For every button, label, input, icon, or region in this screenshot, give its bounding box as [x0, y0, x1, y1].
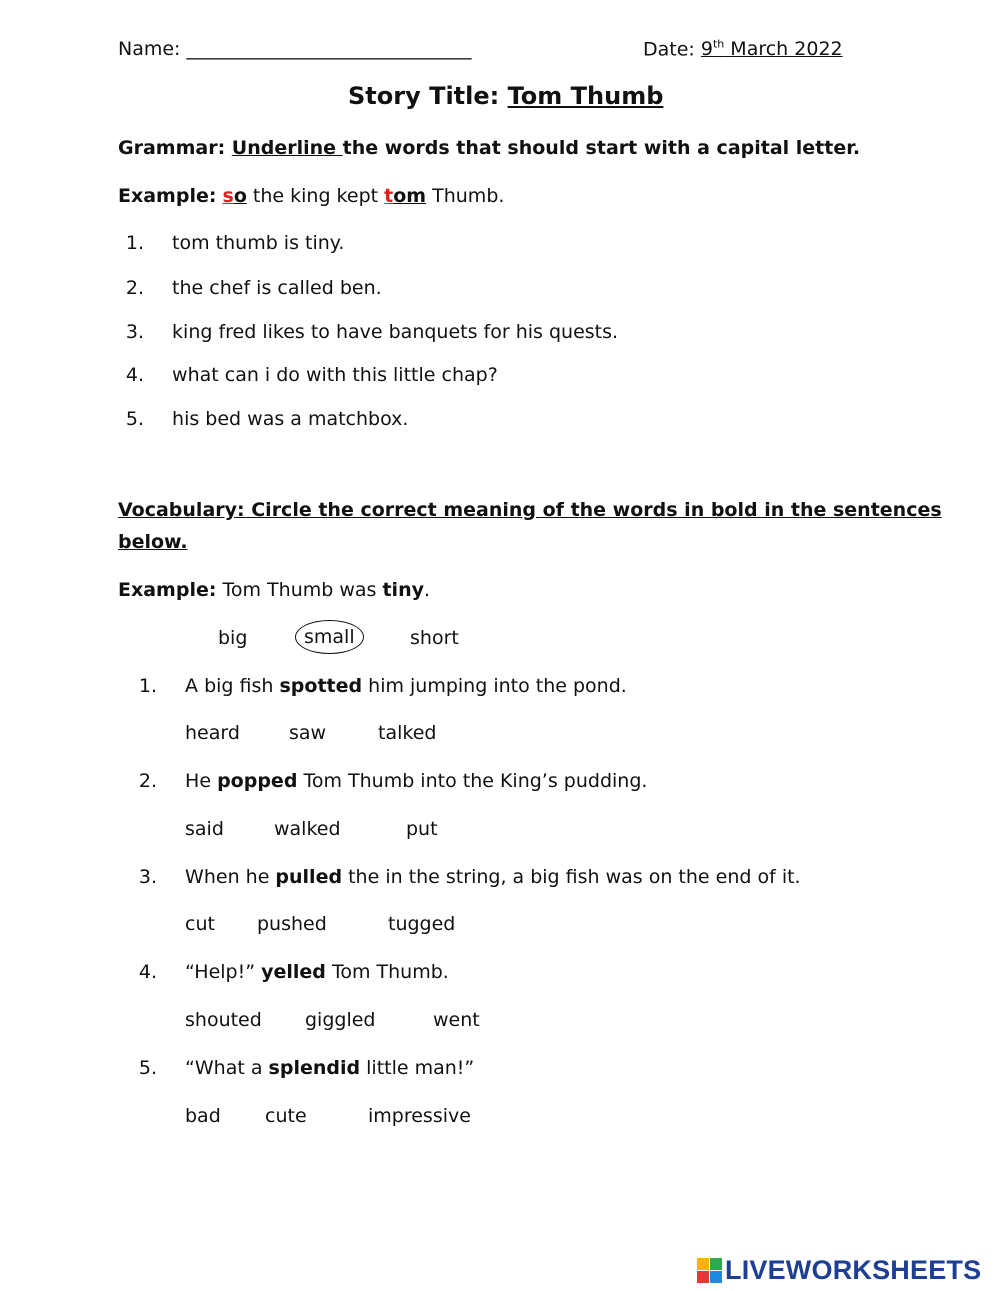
liveworksheets-logo	[697, 1254, 982, 1285]
option[interactable]: walked	[274, 818, 341, 840]
name-blank[interactable]: ______________________________	[186, 38, 472, 60]
list-item: 2. He popped Tom Thumb into the King’s pudding.	[138, 770, 648, 792]
option[interactable]: cute	[265, 1105, 307, 1127]
list-item: 5. his bed was a matchbox.	[125, 408, 409, 430]
sentence[interactable]: the chef is called ben.	[172, 277, 382, 299]
vocabulary-heading: Vocabulary: Circle the correct meaning of the words in bold in the sentences	[118, 499, 942, 521]
date-line	[643, 38, 843, 60]
option[interactable]: went	[433, 1009, 480, 1031]
option[interactable]: shouted	[185, 1009, 262, 1031]
sentence[interactable]: king fred likes to have banquets for his quests.	[172, 321, 619, 343]
option[interactable]: saw	[289, 722, 327, 744]
list-item: 5. “What a splendid little man!”	[138, 1057, 475, 1079]
logo-blocks-icon	[697, 1258, 722, 1283]
name-line	[118, 38, 472, 60]
option[interactable]: bad	[185, 1105, 221, 1127]
option[interactable]: put	[406, 818, 438, 840]
list-item: 2. the chef is called ben.	[125, 277, 382, 299]
list-item: 4. “Help!” yelled Tom Thumb.	[138, 961, 449, 983]
list-item: 4. what can i do with this little chap?	[125, 364, 498, 386]
list-item: 1. tom thumb is tiny.	[125, 232, 345, 254]
option[interactable]: pushed	[257, 913, 327, 935]
option[interactable]: talked	[378, 722, 437, 744]
name-label: Name:	[118, 38, 181, 60]
list-item: 3. king fred likes to have banquets for his quests.	[125, 321, 619, 343]
date-label: Date:	[643, 38, 695, 61]
option[interactable]: tugged	[388, 913, 456, 935]
option-circled[interactable]: small	[295, 620, 364, 654]
grammar-example: Example: so the king kept tom Thumb.	[118, 185, 505, 207]
grammar-instruction: Grammar: Underline the words that should start with a capital letter.	[118, 137, 861, 159]
sentence[interactable]: what can i do with this little chap?	[172, 364, 498, 386]
list-item: 3. When he pulled the in the string, a big fish was on the end of it.	[138, 866, 801, 888]
option[interactable]: impressive	[368, 1105, 471, 1127]
vocabulary-example: Example: Tom Thumb was tiny.	[118, 579, 431, 601]
story-name: Tom Thumb	[507, 82, 664, 110]
option[interactable]: big	[218, 627, 248, 649]
logo-text: LIVEWORKSHEETS	[725, 1254, 982, 1285]
date-value: 9th March 2022	[700, 38, 843, 61]
option[interactable]: short	[410, 627, 459, 649]
option[interactable]: said	[185, 818, 224, 840]
option[interactable]: giggled	[305, 1009, 376, 1031]
page-title: Story Title: Tom Thumb	[348, 82, 664, 110]
list-item: 1. A big fish spotted him jumping into the pond.	[138, 675, 627, 697]
sentence[interactable]: his bed was a matchbox.	[172, 408, 409, 430]
option[interactable]: heard	[185, 722, 240, 744]
option[interactable]: cut	[185, 913, 215, 935]
vocabulary-heading-cont: below.	[118, 531, 188, 553]
sentence[interactable]: tom thumb is tiny.	[172, 232, 345, 254]
